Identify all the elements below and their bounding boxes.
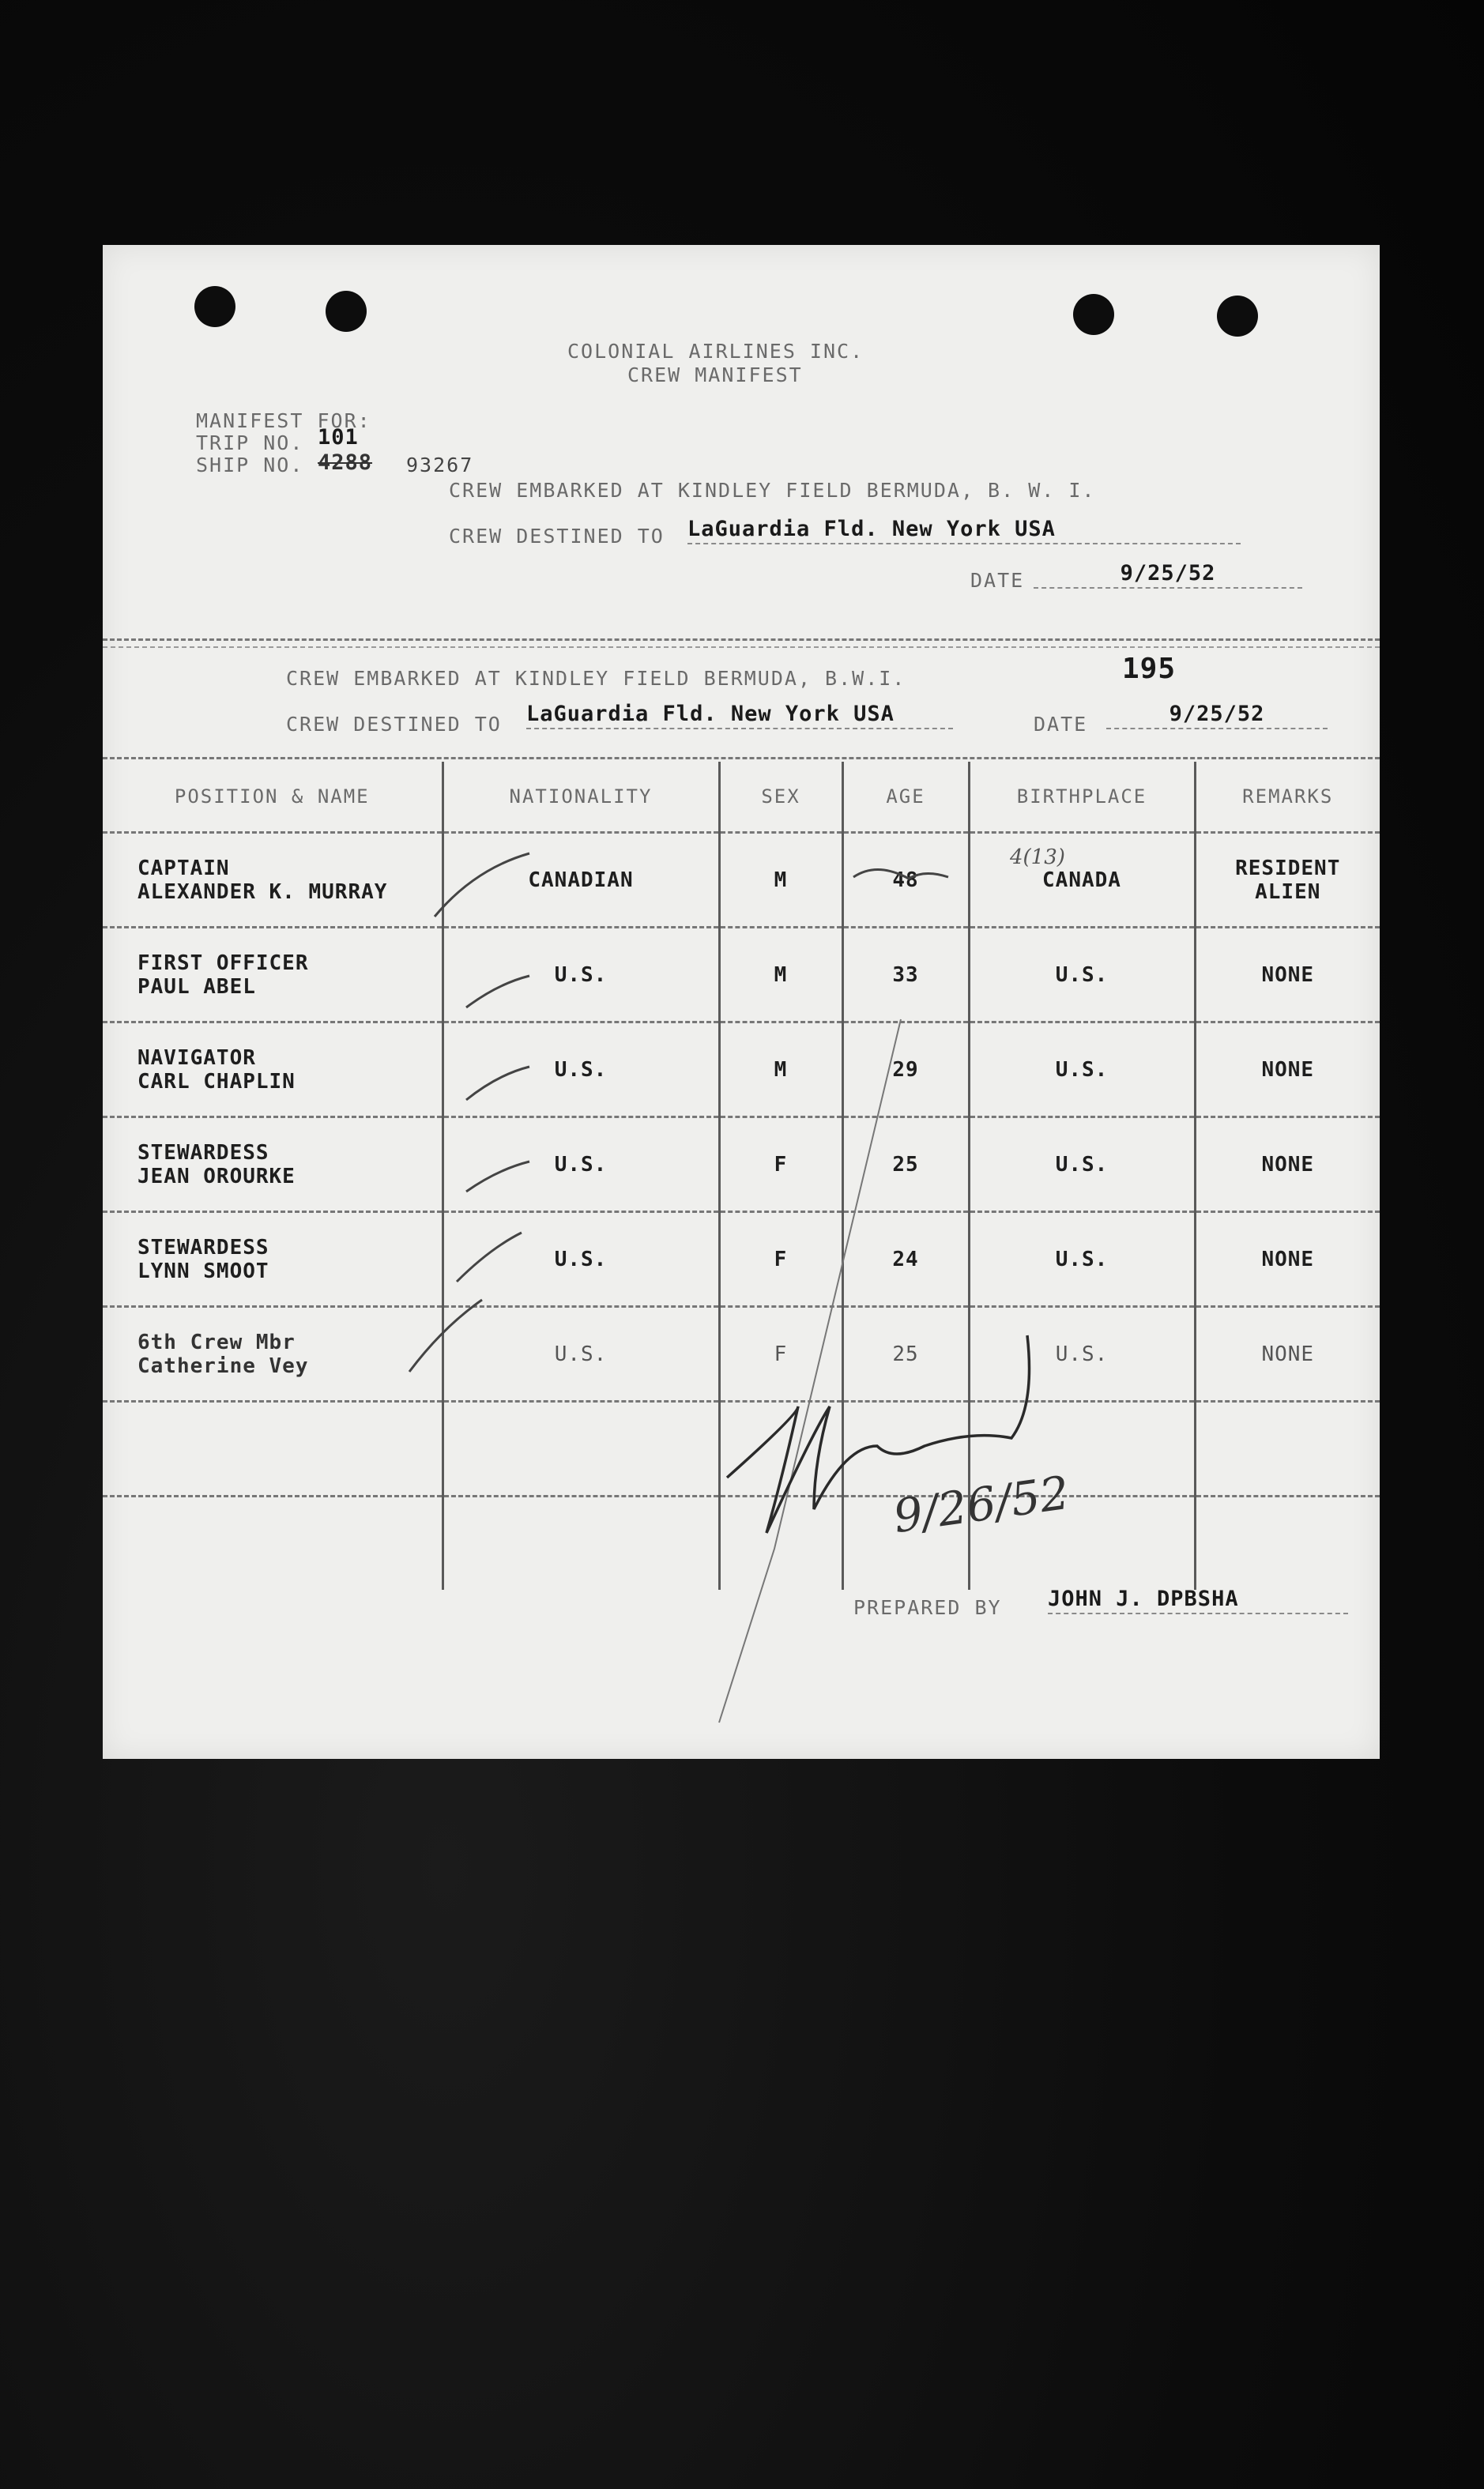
remarks-cell: NONE <box>1195 928 1380 1022</box>
trip-label: TRIP NO. <box>196 431 304 454</box>
birthplace-cell: U.S. <box>969 1212 1195 1307</box>
handwritten-note: 4(13) <box>1010 845 1065 869</box>
table-header-row <box>103 762 1380 833</box>
upper-destined-label: CREW DESTINED TO <box>449 525 665 548</box>
table-row <box>103 1402 1380 1497</box>
lower-date-value: 9/25/52 <box>1106 702 1328 729</box>
position: STEWARDESS <box>137 1140 269 1165</box>
position-name-cell <box>103 1117 443 1212</box>
empty-cell <box>719 1402 842 1497</box>
crew-name: ALEXANDER K. MURRAY <box>137 879 388 904</box>
position: 6th Crew Mbr <box>137 1330 296 1354</box>
trip-number: 101 <box>318 425 359 450</box>
position-name-cell <box>103 1212 443 1307</box>
table-row <box>103 1307 1380 1402</box>
position-name-cell <box>103 1307 443 1402</box>
position-name-cell <box>103 1022 443 1117</box>
lower-destined-label: CREW DESTINED TO <box>286 713 502 736</box>
crew-name: CARL CHAPLIN <box>137 1069 296 1094</box>
table-row <box>103 833 1380 928</box>
sex-cell: F <box>719 1117 842 1212</box>
ship-label: SHIP NO. <box>196 454 304 476</box>
empty-cell <box>443 1402 719 1497</box>
birthplace-cell: U.S. <box>969 1022 1195 1117</box>
separator-line <box>103 638 1380 641</box>
empty-cell <box>443 1497 719 1591</box>
empty-cell <box>719 1497 842 1591</box>
sex-cell: M <box>719 1022 842 1117</box>
age-cell: 48 <box>842 833 969 928</box>
table-row <box>103 1117 1380 1212</box>
lower-date-label: DATE <box>1034 713 1088 736</box>
upper-embarked: CREW EMBARKED AT KINDLEY FIELD BERMUDA, B. W. I. <box>449 479 1096 502</box>
nationality-cell: U.S. <box>443 1022 719 1117</box>
column-header: BIRTHPLACE <box>969 762 1195 833</box>
column-header: REMARKS <box>1195 762 1380 833</box>
birthplace-cell: CANADA <box>969 833 1195 928</box>
crew-name: Catherine Vey <box>137 1354 309 1378</box>
birthplace-cell: U.S. <box>969 928 1195 1022</box>
birthplace-cell: U.S. <box>969 1307 1195 1402</box>
separator-line <box>103 646 1380 648</box>
prepared-by-value: JOHN J. DPBSHA <box>1048 1587 1348 1614</box>
column-header: SEX <box>719 762 842 833</box>
ship-number: 93267 <box>406 454 474 476</box>
remarks-cell: NONE <box>1195 1022 1380 1117</box>
age-cell: 24 <box>842 1212 969 1307</box>
crew-name: JEAN OROURKE <box>137 1164 296 1188</box>
sex-cell: F <box>719 1212 842 1307</box>
prepared-by-label: PREPARED BY <box>853 1596 1002 1619</box>
nationality-cell: U.S. <box>443 1307 719 1402</box>
crew-name: PAUL ABEL <box>137 974 256 999</box>
punch-hole <box>194 286 235 327</box>
nationality-cell: CANADIAN <box>443 833 719 928</box>
table-row <box>103 1497 1380 1591</box>
nationality-cell: U.S. <box>443 1212 719 1307</box>
column-header: POSITION & NAME <box>103 762 443 833</box>
upper-destined-value: LaGuardia Fld. New York USA <box>687 517 1241 544</box>
punch-hole <box>1073 294 1114 335</box>
sex-cell: M <box>719 833 842 928</box>
remarks-cell: NONE <box>1195 1307 1380 1402</box>
lower-destined-value: LaGuardia Fld. New York USA <box>526 702 953 729</box>
company-name: COLONIAL AIRLINES INC. <box>567 340 864 363</box>
nationality-cell: U.S. <box>443 928 719 1022</box>
position: FIRST OFFICER <box>137 951 309 975</box>
position: CAPTAIN <box>137 856 230 880</box>
sex-cell: F <box>719 1307 842 1402</box>
punch-hole <box>326 291 367 332</box>
table-row <box>103 928 1380 1022</box>
remarks-cell: NONE <box>1195 1117 1380 1212</box>
crew-name: LYNN SMOOT <box>137 1259 269 1283</box>
position: NAVIGATOR <box>137 1045 256 1070</box>
birthplace-cell: U.S. <box>969 1117 1195 1212</box>
manifest-page <box>103 245 1380 1759</box>
handwritten-date: 9/26/52 <box>890 1465 1073 1544</box>
separator-line <box>103 757 1380 759</box>
nationality-cell: U.S. <box>443 1117 719 1212</box>
manifest-for-label: MANIFEST FOR: <box>196 409 371 432</box>
empty-cell <box>1195 1497 1380 1591</box>
remarks-cell: NONE <box>1195 1212 1380 1307</box>
age-cell: 29 <box>842 1022 969 1117</box>
sex-cell: M <box>719 928 842 1022</box>
empty-cell <box>103 1402 443 1497</box>
upper-date-label: DATE <box>970 569 1025 592</box>
document-title: CREW MANIFEST <box>627 363 803 386</box>
table-row <box>103 1022 1380 1117</box>
age-cell: 25 <box>842 1307 969 1402</box>
empty-cell <box>1195 1402 1380 1497</box>
ship-number-struck: 4288 <box>318 450 373 475</box>
age-cell: 33 <box>842 928 969 1022</box>
upper-date-value: 9/25/52 <box>1034 561 1302 589</box>
position-name-cell <box>103 928 443 1022</box>
punch-hole <box>1217 296 1258 337</box>
age-cell: 25 <box>842 1117 969 1212</box>
position: STEWARDESS <box>137 1235 269 1260</box>
crew-table <box>103 762 1380 1590</box>
column-header: AGE <box>842 762 969 833</box>
position-name-cell <box>103 833 443 928</box>
lower-embarked: CREW EMBARKED AT KINDLEY FIELD BERMUDA, B.W.I. <box>286 667 906 690</box>
empty-cell <box>103 1497 443 1591</box>
column-header: NATIONALITY <box>443 762 719 833</box>
manifest-number: 195 <box>1122 653 1177 685</box>
remarks-cell: RESIDENT ALIEN <box>1195 833 1380 928</box>
table-row <box>103 1212 1380 1307</box>
